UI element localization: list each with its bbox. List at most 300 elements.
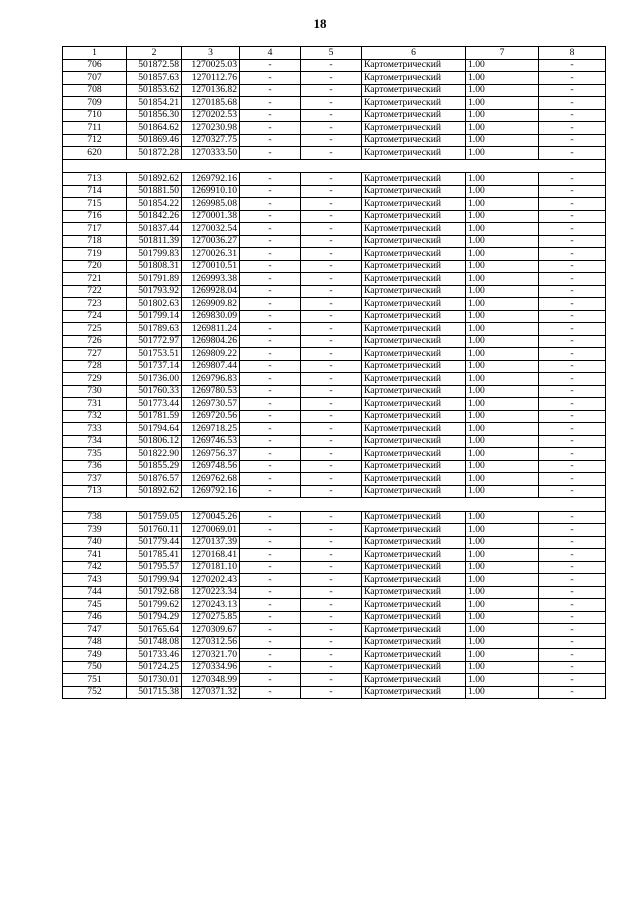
- cell-col8: -: [539, 223, 606, 236]
- coordinate-x: 501799.94: [127, 574, 182, 587]
- cell-col5: -: [301, 511, 362, 524]
- coordinate-y: 1270137.39: [182, 536, 240, 549]
- column-header: 7: [466, 47, 539, 60]
- coordinate-y: 1270327.75: [182, 134, 240, 147]
- method-cell: Картометрический: [362, 373, 466, 386]
- point-number: 738: [63, 511, 127, 524]
- coordinate-x: 501853.62: [127, 84, 182, 97]
- cell-col8: -: [539, 511, 606, 524]
- accuracy-cell: 1.00: [466, 84, 539, 97]
- coordinate-y: 1270001.38: [182, 210, 240, 223]
- table-row: [63, 649, 606, 662]
- cell-col8: -: [539, 611, 606, 624]
- point-number: 742: [63, 561, 127, 574]
- cell-col4: -: [240, 410, 301, 423]
- method-cell: Картометрический: [362, 549, 466, 562]
- cell-col5: -: [301, 348, 362, 361]
- coordinate-y: 1270010.51: [182, 260, 240, 273]
- coordinate-x: 501799.62: [127, 599, 182, 612]
- table-row: [63, 248, 606, 261]
- cell-col4: -: [240, 536, 301, 549]
- cell-col8: -: [539, 574, 606, 587]
- cell-col5: -: [301, 323, 362, 336]
- coordinate-x: 501785.41: [127, 549, 182, 562]
- point-number: 739: [63, 524, 127, 537]
- table-row: [63, 122, 606, 135]
- coordinate-x: 501760.11: [127, 524, 182, 537]
- coordinate-y: 1269730.57: [182, 398, 240, 411]
- cell-col4: -: [240, 260, 301, 273]
- cell-col8: -: [539, 686, 606, 699]
- cell-col5: -: [301, 536, 362, 549]
- coordinate-x: 501855.29: [127, 460, 182, 473]
- cell-col4: -: [240, 72, 301, 85]
- cell-col4: -: [240, 398, 301, 411]
- cell-col4: -: [240, 185, 301, 198]
- accuracy-cell: 1.00: [466, 536, 539, 549]
- cell-col8: -: [539, 360, 606, 373]
- cell-col5: -: [301, 473, 362, 486]
- coordinate-x: 501799.83: [127, 248, 182, 261]
- cell-col4: -: [240, 360, 301, 373]
- point-number: 737: [63, 473, 127, 486]
- method-cell: Картометрический: [362, 586, 466, 599]
- cell-col8: -: [539, 185, 606, 198]
- cell-col8: -: [539, 310, 606, 323]
- cell-col4: -: [240, 248, 301, 261]
- coordinate-x: 501872.28: [127, 147, 182, 160]
- accuracy-cell: 1.00: [466, 586, 539, 599]
- coordinate-y: 1269809.22: [182, 348, 240, 361]
- cell-col5: -: [301, 686, 362, 699]
- coordinate-x: 501789.63: [127, 323, 182, 336]
- cell-col5: -: [301, 649, 362, 662]
- cell-col5: -: [301, 185, 362, 198]
- accuracy-cell: 1.00: [466, 448, 539, 461]
- cell-col4: -: [240, 524, 301, 537]
- cell-col5: -: [301, 460, 362, 473]
- table-row-spacer: [63, 498, 606, 512]
- accuracy-cell: 1.00: [466, 260, 539, 273]
- cell-col8: -: [539, 122, 606, 135]
- cell-col4: -: [240, 448, 301, 461]
- method-cell: Картометрический: [362, 385, 466, 398]
- cell-col8: -: [539, 524, 606, 537]
- table-body: [63, 59, 606, 699]
- cell-col5: -: [301, 448, 362, 461]
- table-row: [63, 686, 606, 699]
- accuracy-cell: 1.00: [466, 485, 539, 498]
- method-cell: Картометрический: [362, 423, 466, 436]
- cell-col4: -: [240, 574, 301, 587]
- cell-col4: -: [240, 549, 301, 562]
- cell-col4: -: [240, 198, 301, 211]
- method-cell: Картометрический: [362, 448, 466, 461]
- method-cell: Картометрический: [362, 561, 466, 574]
- point-number: 752: [63, 686, 127, 699]
- accuracy-cell: 1.00: [466, 310, 539, 323]
- accuracy-cell: 1.00: [466, 298, 539, 311]
- table-row: [63, 109, 606, 122]
- accuracy-cell: 1.00: [466, 524, 539, 537]
- method-cell: Картометрический: [362, 674, 466, 687]
- cell-col8: -: [539, 235, 606, 248]
- table-row: [63, 674, 606, 687]
- method-cell: Картометрический: [362, 524, 466, 537]
- coordinate-y: 1269792.16: [182, 173, 240, 186]
- cell-col5: -: [301, 210, 362, 223]
- coordinate-x: 501892.62: [127, 173, 182, 186]
- coordinate-y: 1269811.24: [182, 323, 240, 336]
- coordinate-x: 501794.64: [127, 423, 182, 436]
- coordinate-y: 1269807.44: [182, 360, 240, 373]
- coordinate-x: 501872.58: [127, 59, 182, 72]
- coordinate-y: 1269830.09: [182, 310, 240, 323]
- cell-col4: -: [240, 561, 301, 574]
- cell-col5: -: [301, 147, 362, 160]
- point-number: 728: [63, 360, 127, 373]
- accuracy-cell: 1.00: [466, 423, 539, 436]
- method-cell: Картометрический: [362, 273, 466, 286]
- cell-col5: -: [301, 122, 362, 135]
- cell-col4: -: [240, 147, 301, 160]
- point-number: 721: [63, 273, 127, 286]
- column-header: 2: [127, 47, 182, 60]
- method-cell: Картометрический: [362, 636, 466, 649]
- coordinate-x: 501748.08: [127, 636, 182, 649]
- coordinate-x: 501795.57: [127, 561, 182, 574]
- cell-col5: -: [301, 398, 362, 411]
- cell-col5: -: [301, 524, 362, 537]
- method-cell: Картометрический: [362, 435, 466, 448]
- coordinate-x: 501869.46: [127, 134, 182, 147]
- cell-col4: -: [240, 661, 301, 674]
- point-number: 733: [63, 423, 127, 436]
- table-row: [63, 536, 606, 549]
- cell-col5: -: [301, 549, 362, 562]
- cell-col5: -: [301, 109, 362, 122]
- point-number: 719: [63, 248, 127, 261]
- cell-col8: -: [539, 173, 606, 186]
- table-row: [63, 624, 606, 637]
- cell-col5: -: [301, 97, 362, 110]
- coordinate-y: 1269780.53: [182, 385, 240, 398]
- coordinate-y: 1270321.70: [182, 649, 240, 662]
- cell-col4: -: [240, 210, 301, 223]
- cell-col5: -: [301, 72, 362, 85]
- accuracy-cell: 1.00: [466, 235, 539, 248]
- coordinate-x: 501791.89: [127, 273, 182, 286]
- table-row: [63, 185, 606, 198]
- coordinate-y: 1269910.10: [182, 185, 240, 198]
- cell-col4: -: [240, 273, 301, 286]
- coordinate-x: 501730.01: [127, 674, 182, 687]
- cell-col4: -: [240, 134, 301, 147]
- cell-col4: -: [240, 122, 301, 135]
- coordinate-y: 1269993.38: [182, 273, 240, 286]
- coordinate-y: 1269804.26: [182, 335, 240, 348]
- cell-col4: -: [240, 373, 301, 386]
- cell-col8: -: [539, 649, 606, 662]
- cell-col5: -: [301, 561, 362, 574]
- coordinate-x: 501772.97: [127, 335, 182, 348]
- cell-col8: -: [539, 549, 606, 562]
- method-cell: Картометрический: [362, 473, 466, 486]
- point-number: 751: [63, 674, 127, 687]
- cell-col4: -: [240, 511, 301, 524]
- table-row: [63, 72, 606, 85]
- method-cell: Картометрический: [362, 298, 466, 311]
- coordinate-x: 501793.92: [127, 285, 182, 298]
- point-number: 735: [63, 448, 127, 461]
- method-cell: Картометрический: [362, 686, 466, 699]
- cell-col5: -: [301, 435, 362, 448]
- coordinate-x: 501811.39: [127, 235, 182, 248]
- table-row: [63, 198, 606, 211]
- table-row: [63, 511, 606, 524]
- point-number: 741: [63, 549, 127, 562]
- coordinate-x: 501856.30: [127, 109, 182, 122]
- coordinate-x: 501854.21: [127, 97, 182, 110]
- coordinate-x: 501792.68: [127, 586, 182, 599]
- cell-col8: -: [539, 410, 606, 423]
- point-number: 711: [63, 122, 127, 135]
- coordinate-y: 1270026.31: [182, 248, 240, 261]
- point-number: 706: [63, 59, 127, 72]
- method-cell: Картометрический: [362, 147, 466, 160]
- coordinate-y: 1270243.13: [182, 599, 240, 612]
- table-row: [63, 448, 606, 461]
- accuracy-cell: 1.00: [466, 636, 539, 649]
- cell-col4: -: [240, 624, 301, 637]
- point-number: 726: [63, 335, 127, 348]
- method-cell: Картометрический: [362, 661, 466, 674]
- accuracy-cell: 1.00: [466, 109, 539, 122]
- coordinate-y: 1269796.83: [182, 373, 240, 386]
- table-row: [63, 586, 606, 599]
- table-row: [63, 210, 606, 223]
- coordinates-table: [62, 46, 606, 699]
- table-row: [63, 636, 606, 649]
- coordinate-y: 1270136.82: [182, 84, 240, 97]
- table-row: [63, 84, 606, 97]
- accuracy-cell: 1.00: [466, 561, 539, 574]
- method-cell: Картометрический: [362, 198, 466, 211]
- point-number: 718: [63, 235, 127, 248]
- cell-col8: -: [539, 674, 606, 687]
- table-row: [63, 223, 606, 236]
- cell-col8: -: [539, 373, 606, 386]
- table-row: [63, 173, 606, 186]
- table-row: [63, 385, 606, 398]
- cell-col5: -: [301, 260, 362, 273]
- accuracy-cell: 1.00: [466, 72, 539, 85]
- cell-col4: -: [240, 686, 301, 699]
- table-row: [63, 473, 606, 486]
- cell-col8: -: [539, 423, 606, 436]
- table-row: [63, 134, 606, 147]
- table-row: [63, 360, 606, 373]
- coordinate-y: 1270168.41: [182, 549, 240, 562]
- column-header: 1: [63, 47, 127, 60]
- point-number: 707: [63, 72, 127, 85]
- cell-col8: -: [539, 210, 606, 223]
- accuracy-cell: 1.00: [466, 59, 539, 72]
- coordinate-y: 1270371.32: [182, 686, 240, 699]
- coordinate-y: 1270223.34: [182, 586, 240, 599]
- cell-col8: -: [539, 147, 606, 160]
- coordinate-x: 501842.26: [127, 210, 182, 223]
- coordinate-y: 1269748.56: [182, 460, 240, 473]
- cell-col5: -: [301, 298, 362, 311]
- coordinate-y: 1270112.76: [182, 72, 240, 85]
- cell-col4: -: [240, 285, 301, 298]
- method-cell: Картометрический: [362, 235, 466, 248]
- method-cell: Картометрический: [362, 511, 466, 524]
- table-row: [63, 298, 606, 311]
- cell-col4: -: [240, 674, 301, 687]
- cell-col5: -: [301, 599, 362, 612]
- accuracy-cell: 1.00: [466, 674, 539, 687]
- point-number: 750: [63, 661, 127, 674]
- cell-col4: -: [240, 84, 301, 97]
- cell-col8: -: [539, 285, 606, 298]
- cell-col8: -: [539, 485, 606, 498]
- cell-col8: -: [539, 335, 606, 348]
- accuracy-cell: 1.00: [466, 335, 539, 348]
- coordinate-x: 501808.31: [127, 260, 182, 273]
- cell-col5: -: [301, 423, 362, 436]
- method-cell: Картометрический: [362, 285, 466, 298]
- cell-col4: -: [240, 460, 301, 473]
- coordinate-y: 1270045.26: [182, 511, 240, 524]
- cell-col8: -: [539, 448, 606, 461]
- cell-col8: -: [539, 473, 606, 486]
- cell-col5: -: [301, 360, 362, 373]
- coordinate-x: 501773.44: [127, 398, 182, 411]
- cell-col4: -: [240, 636, 301, 649]
- coordinate-x: 501876.57: [127, 473, 182, 486]
- accuracy-cell: 1.00: [466, 649, 539, 662]
- cell-col8: -: [539, 273, 606, 286]
- accuracy-cell: 1.00: [466, 173, 539, 186]
- coordinate-x: 501779.44: [127, 536, 182, 549]
- cell-col8: -: [539, 260, 606, 273]
- coordinate-y: 1270348.99: [182, 674, 240, 687]
- accuracy-cell: 1.00: [466, 435, 539, 448]
- method-cell: Картометрический: [362, 248, 466, 261]
- point-number: 725: [63, 323, 127, 336]
- table-row: [63, 460, 606, 473]
- cell-col4: -: [240, 348, 301, 361]
- table-row: [63, 235, 606, 248]
- accuracy-cell: 1.00: [466, 273, 539, 286]
- cell-col8: -: [539, 561, 606, 574]
- coordinate-y: 1269909.82: [182, 298, 240, 311]
- point-number: 740: [63, 536, 127, 549]
- cell-col8: -: [539, 435, 606, 448]
- method-cell: Картометрический: [362, 410, 466, 423]
- coordinate-y: 1269718.25: [182, 423, 240, 436]
- point-number: 732: [63, 410, 127, 423]
- cell-col5: -: [301, 624, 362, 637]
- coordinate-y: 1269746.53: [182, 435, 240, 448]
- cell-col4: -: [240, 649, 301, 662]
- accuracy-cell: 1.00: [466, 460, 539, 473]
- point-number: 620: [63, 147, 127, 160]
- coordinate-y: 1269756.37: [182, 448, 240, 461]
- coordinate-y: 1269928.04: [182, 285, 240, 298]
- method-cell: Картометрический: [362, 134, 466, 147]
- cell-col4: -: [240, 435, 301, 448]
- spacer-cell: [63, 159, 606, 173]
- method-cell: Картометрический: [362, 122, 466, 135]
- accuracy-cell: 1.00: [466, 97, 539, 110]
- accuracy-cell: 1.00: [466, 285, 539, 298]
- coordinate-y: 1270202.53: [182, 109, 240, 122]
- cell-col8: -: [539, 72, 606, 85]
- accuracy-cell: 1.00: [466, 147, 539, 160]
- coordinate-x: 501806.12: [127, 435, 182, 448]
- coordinate-y: 1270025.03: [182, 59, 240, 72]
- method-cell: Картометрический: [362, 460, 466, 473]
- cell-col4: -: [240, 611, 301, 624]
- cell-col5: -: [301, 84, 362, 97]
- coordinate-x: 501765.64: [127, 624, 182, 637]
- point-number: 715: [63, 198, 127, 211]
- table-row: [63, 524, 606, 537]
- point-number: 749: [63, 649, 127, 662]
- method-cell: Картометрический: [362, 624, 466, 637]
- table-row: [63, 661, 606, 674]
- coordinate-y: 1270202.43: [182, 574, 240, 587]
- coordinate-y: 1270181.10: [182, 561, 240, 574]
- coordinate-x: 501733.46: [127, 649, 182, 662]
- cell-col8: -: [539, 661, 606, 674]
- table-header-row: [63, 47, 606, 60]
- cell-col4: -: [240, 335, 301, 348]
- point-number: 724: [63, 310, 127, 323]
- accuracy-cell: 1.00: [466, 185, 539, 198]
- cell-col5: -: [301, 410, 362, 423]
- coordinate-y: 1270309.67: [182, 624, 240, 637]
- coordinate-x: 501854.22: [127, 198, 182, 211]
- table-row: [63, 435, 606, 448]
- coordinate-x: 501781.59: [127, 410, 182, 423]
- method-cell: Картометрический: [362, 310, 466, 323]
- table-row: [63, 549, 606, 562]
- point-number: 723: [63, 298, 127, 311]
- accuracy-cell: 1.00: [466, 198, 539, 211]
- cell-col8: -: [539, 248, 606, 261]
- accuracy-cell: 1.00: [466, 599, 539, 612]
- cell-col5: -: [301, 235, 362, 248]
- cell-col4: -: [240, 109, 301, 122]
- column-header: 4: [240, 47, 301, 60]
- accuracy-cell: 1.00: [466, 385, 539, 398]
- cell-col8: -: [539, 298, 606, 311]
- point-number: 714: [63, 185, 127, 198]
- column-header: 3: [182, 47, 240, 60]
- coordinate-y: 1269720.56: [182, 410, 240, 423]
- coordinate-x: 501799.14: [127, 310, 182, 323]
- accuracy-cell: 1.00: [466, 210, 539, 223]
- cell-col4: -: [240, 235, 301, 248]
- cell-col5: -: [301, 273, 362, 286]
- cell-col4: -: [240, 298, 301, 311]
- point-number: 734: [63, 435, 127, 448]
- coordinate-y: 1270036.27: [182, 235, 240, 248]
